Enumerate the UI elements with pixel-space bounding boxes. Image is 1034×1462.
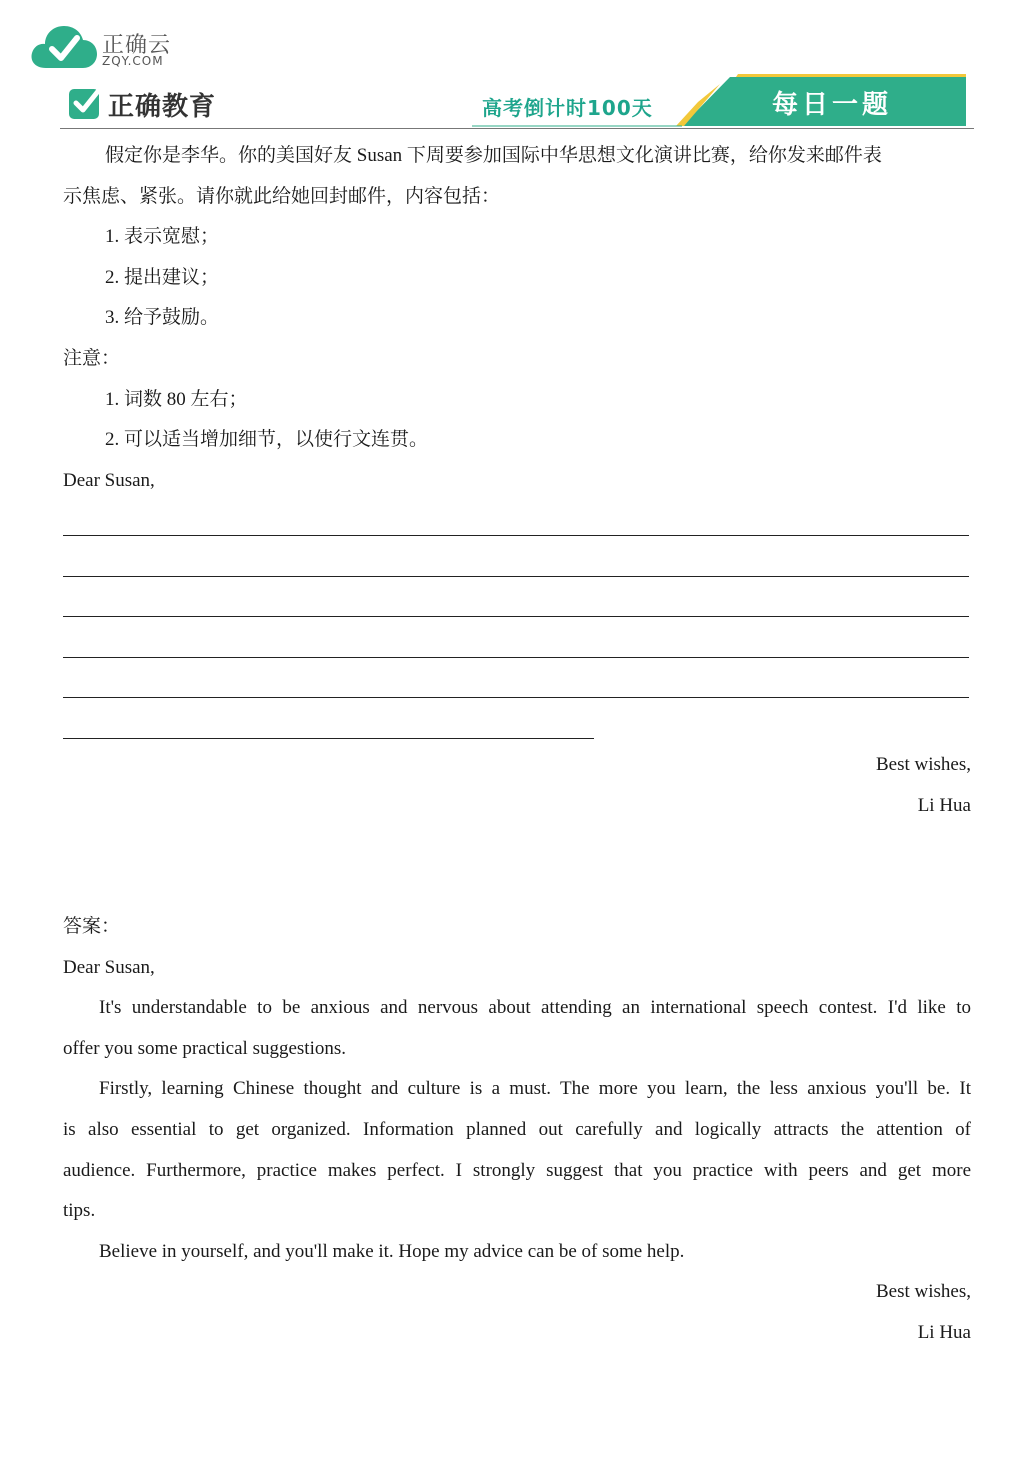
letter-closing: Best wishes, bbox=[876, 753, 971, 775]
answer-closing: Best wishes, bbox=[876, 1281, 971, 1303]
writing-line bbox=[63, 664, 971, 705]
prompt-line-2: 示焦虑、紧张。请你就此给她回封邮件，内容包括： bbox=[63, 185, 501, 207]
brand-name: 正确教育 bbox=[108, 92, 217, 122]
document-body bbox=[63, 136, 971, 1354]
letter-greeting: Dear Susan, bbox=[63, 469, 155, 491]
answer-label: 答案： bbox=[63, 916, 121, 938]
writing-line bbox=[63, 501, 971, 542]
answer-paragraph-2-line-3: audience. Furthermore, practice makes perfect. I strongly suggest that you practice with peers and get more bbox=[63, 1159, 971, 1181]
requirement-item-2: 2. 提出建议； bbox=[105, 266, 220, 288]
writing-line bbox=[63, 583, 971, 624]
zqy-logo bbox=[30, 22, 180, 74]
requirement-item-1: 1. 表示宽慰； bbox=[105, 226, 220, 248]
letter-signature: Li Hua bbox=[917, 794, 971, 816]
requirement-item-3: 3. 给予鼓励。 bbox=[105, 307, 220, 329]
writing-line bbox=[63, 542, 971, 583]
note-item-1: 1. 词数 80 左右； bbox=[105, 388, 248, 410]
answer-paragraph-1-line-2: offer you some practical suggestions. bbox=[63, 1037, 346, 1059]
writing-line bbox=[63, 623, 971, 664]
prompt-line-1: 假定你是李华。你的美国好友 Susan 下周要参加国际中华思想文化演讲比赛，给你发来邮件表 bbox=[105, 145, 882, 166]
writing-line bbox=[63, 704, 971, 745]
answer-paragraph-2-line-1: Firstly, learning Chinese thought and culture is a must. The more you learn, the less anxious you'll be. It bbox=[99, 1078, 971, 1100]
note-item-2: 2. 可以适当增加细节，以使行文连贯。 bbox=[105, 429, 429, 451]
notes-label: 注意： bbox=[63, 347, 121, 369]
spacer bbox=[63, 826, 971, 907]
daily-question-banner bbox=[472, 72, 966, 128]
answer-paragraph-2-line-2: is also essential to get organized. Information planned out carefully and logically attracts the attention of bbox=[63, 1119, 971, 1141]
answer-paragraph-1-line-1: It's understandable to be anxious and nervous about attending an international speech contest. I'd like to bbox=[99, 997, 971, 1019]
daily-question-label: 每日一题 bbox=[772, 90, 893, 120]
logo-chinese-name: 正确云 bbox=[102, 33, 172, 58]
countdown-label: 高考倒计时100天 bbox=[482, 96, 653, 120]
checkbox-icon bbox=[68, 86, 102, 120]
header-divider bbox=[60, 128, 974, 129]
answer-signature: Li Hua bbox=[917, 1322, 971, 1344]
answer-paragraph-3: Believe in yourself, and you'll make it. Hope my advice can be of some help. bbox=[99, 1240, 685, 1262]
answer-greeting: Dear Susan, bbox=[63, 956, 155, 978]
cloud-check-icon bbox=[30, 22, 98, 72]
answer-paragraph-2-line-4: tips. bbox=[63, 1200, 96, 1222]
logo-domain: ZQY.COM bbox=[102, 54, 164, 68]
